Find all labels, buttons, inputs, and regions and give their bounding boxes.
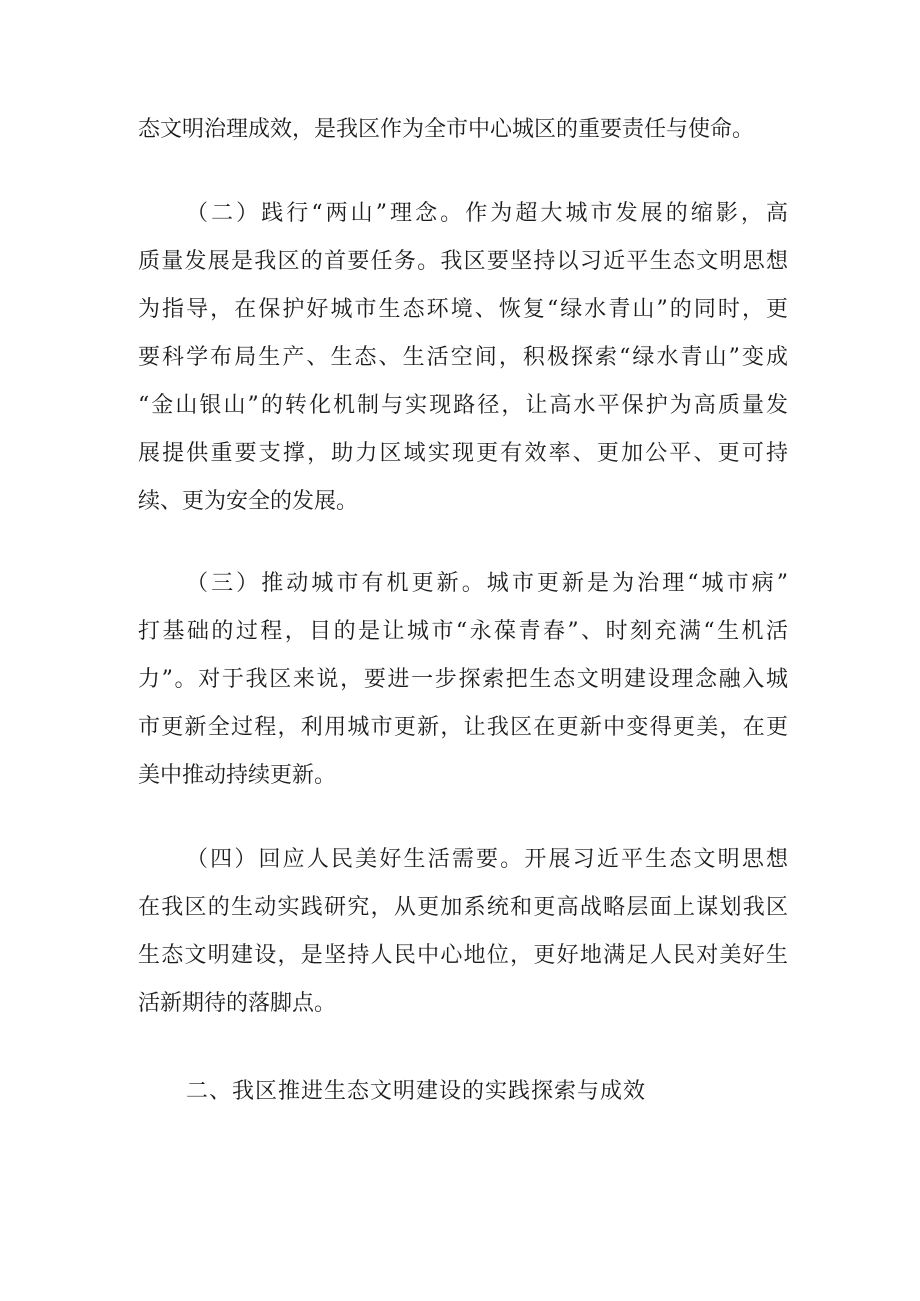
section-heading: 二、我区推进生态文明建设的实践探索与成效 <box>186 1079 647 1104</box>
paragraph-line: 质量发展是我区的首要任务。我区要坚持以习近平生态文明思想 <box>138 249 788 274</box>
paragraph-line: 要科学布局生产、生态、生活空间，积极探索“绿水青山”变成 <box>138 345 788 370</box>
paragraph-line: 在我区的生动实践研究，从更加系统和更高战略层面上谋划我区 <box>138 895 788 920</box>
paragraph-line: 态文明治理成效，是我区作为全市中心城区的重要责任与使命。 <box>138 117 755 142</box>
paragraph-line: 市更新全过程，利用城市更新，让我区在更新中变得更美，在更 <box>138 715 788 740</box>
paragraph-line: 力”。对于我区来说，要进一步探索把生态文明建设理念融入城 <box>138 667 788 692</box>
paragraph-line: （二）践行“两山”理念。作为超大城市发展的缩影，高 <box>186 201 788 226</box>
paragraph-line: 生态文明建设，是坚持人民中心地位，更好地满足人民对美好生 <box>138 943 788 968</box>
paragraph-line: 为指导，在保护好城市生态环境、恢复“绿水青山”的同时，更 <box>138 297 788 322</box>
paragraph-line: 美中推动持续更新。 <box>138 763 337 788</box>
paragraph-line: “金山银山”的转化机制与实现路径，让高水平保护为高质量发 <box>138 393 788 418</box>
paragraph-line: 展提供重要支撑，助力区域实现更有效率、更加公平、更可持 <box>138 441 788 466</box>
paragraph-line: （三）推动城市有机更新。城市更新是为治理“城市病” <box>186 571 788 596</box>
paragraph-line: 续、更为安全的发展。 <box>138 489 359 514</box>
paragraph-line: 活新期待的落脚点。 <box>138 991 337 1016</box>
paragraph-line: （四）回应人民美好生活需要。开展习近平生态文明思想 <box>186 847 788 872</box>
paragraph-line: 打基础的过程，目的是让城市“永葆青春”、时刻充满“生机活 <box>138 619 788 644</box>
